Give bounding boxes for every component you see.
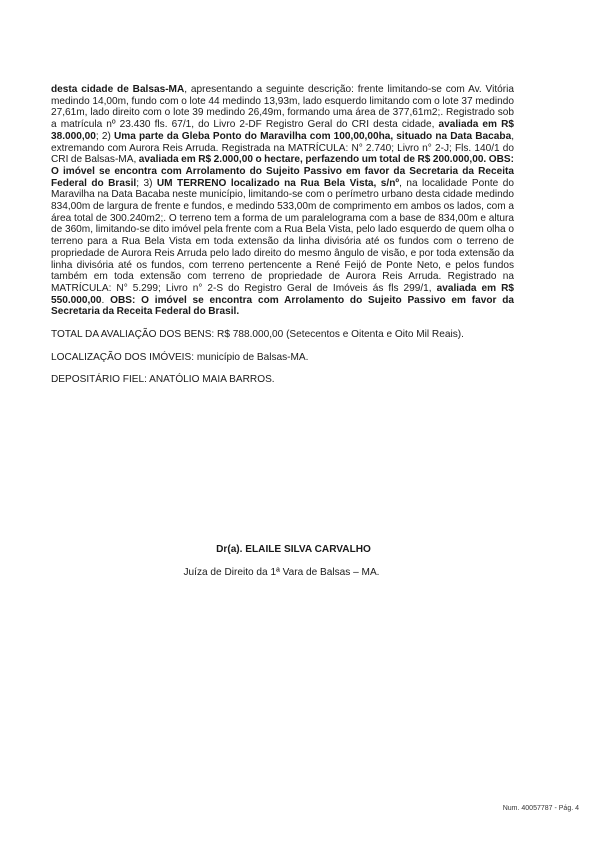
- description-segment: ; 2): [95, 130, 114, 142]
- description-segment: , na localidade Ponte do Maravilha na Data Bacaba neste município, limitando-se com o perímetro urbano desta cidade medindo 834,00m de largura de frente e fundos, e medindo 533,00m de comprimento em ambos os lados, com a área total de 300.240m2;. O terreno tem a forma de um paralelograma com a base de 834,00m e altura de 360m, limitando-se dito imóvel pela frente com a Rua Bela Vista, pelo lado esquerdo de quem olha o terreno para a Rua Bela Vista em toda extensão da linha divisória até os fundos com o terreno de propriedade de Aurora Reis Arruda pelo lado direito do mesmo ângulo de visão, e por toda extensão da linha divisória até os fundos, com terreno pertencente a René Feijó de Ponte Neto, e pelos fundos também em toda extensão com terreno de propriedade de Aurora Reis Arruda. Registrado na MATRÍCULA: N° 5.299; Livro n° 2-S do Registro Geral de Imóveis ás fls 299/1,: [51, 177, 514, 294]
- description-bold-segment: avaliada em R$ 38.000,00: [51, 119, 514, 142]
- description-bold-segment: avaliada em R$ 2.000,00 o hectare, perfazendo um total de R$ 200.000,00. OBS: O imóvel se encontra com Arrolamento do Sujeito Passivo em favor da Secretaria da Receita Federal do Brasil: [51, 154, 514, 189]
- description-bold-segment: desta cidade de Balsas-MA: [51, 84, 185, 95]
- description-bold-segment: avaliada em R$ 550.000,00: [51, 282, 515, 306]
- description-segment: , extremando com Aurora Reis Arruda. Registrada na MATRÍCULA: N° 2.740; Livro n° 2-J; Fls. 140/1 do CRI de Balsas-MA,: [51, 130, 514, 166]
- description-segment: , apresentando a seguinte descrição: frente limitando-se com Av. Vitória medindo 14,00m, fundo com o lote 44 medindo 13,93m, lado esquerdo limitando com o lote 37 medindo 27,61m, lado direito com o lote 39 medindo 26,49m, formando uma área de 377,61m2;. Registrado sob a matrícula nº 23.430 fls. 67/1, do Livro 2-DF Registro Geral do CRI desta cidade,: [51, 84, 514, 131]
- document-body: [51, 84, 514, 386]
- property-description: [51, 84, 514, 318]
- total-valuation: TOTAL DA AVALIAÇÃO DOS BENS: R$ 788.000,00 (Setecentos e Oitenta e Oito Mil Reais).: [51, 329, 464, 341]
- description-bold-segment: OBS: O imóvel se encontra com Arrolamento do Sujeito Passivo em favor da Secretaria da Receita Federal do Brasil.: [51, 294, 515, 318]
- description-bold-segment: UM TERRENO localizado na Rua Bela Vista, s/nº: [156, 177, 400, 189]
- description-bold-segment: Uma parte da Gleba Ponto do Maravilha com 100,00,00ha, situado na Data Bacaba: [113, 130, 512, 142]
- description-segment: .: [101, 294, 111, 306]
- depositary: DEPOSITÁRIO FIEL: ANATÓLIO MAIA BARROS.: [51, 374, 275, 386]
- description-segment: ; 3): [136, 177, 157, 189]
- page-reference: Num. 40057787 - Pág. 4: [502, 805, 579, 812]
- judge-name: Dr(a). ELAILE SILVA CARVALHO: [216, 544, 371, 555]
- property-location: LOCALIZAÇÃO DOS IMÓVEIS: município de Balsas-MA.: [51, 351, 309, 363]
- judge-role: Juíza de Direito da 1ª Vara de Balsas – MA.: [183, 567, 380, 578]
